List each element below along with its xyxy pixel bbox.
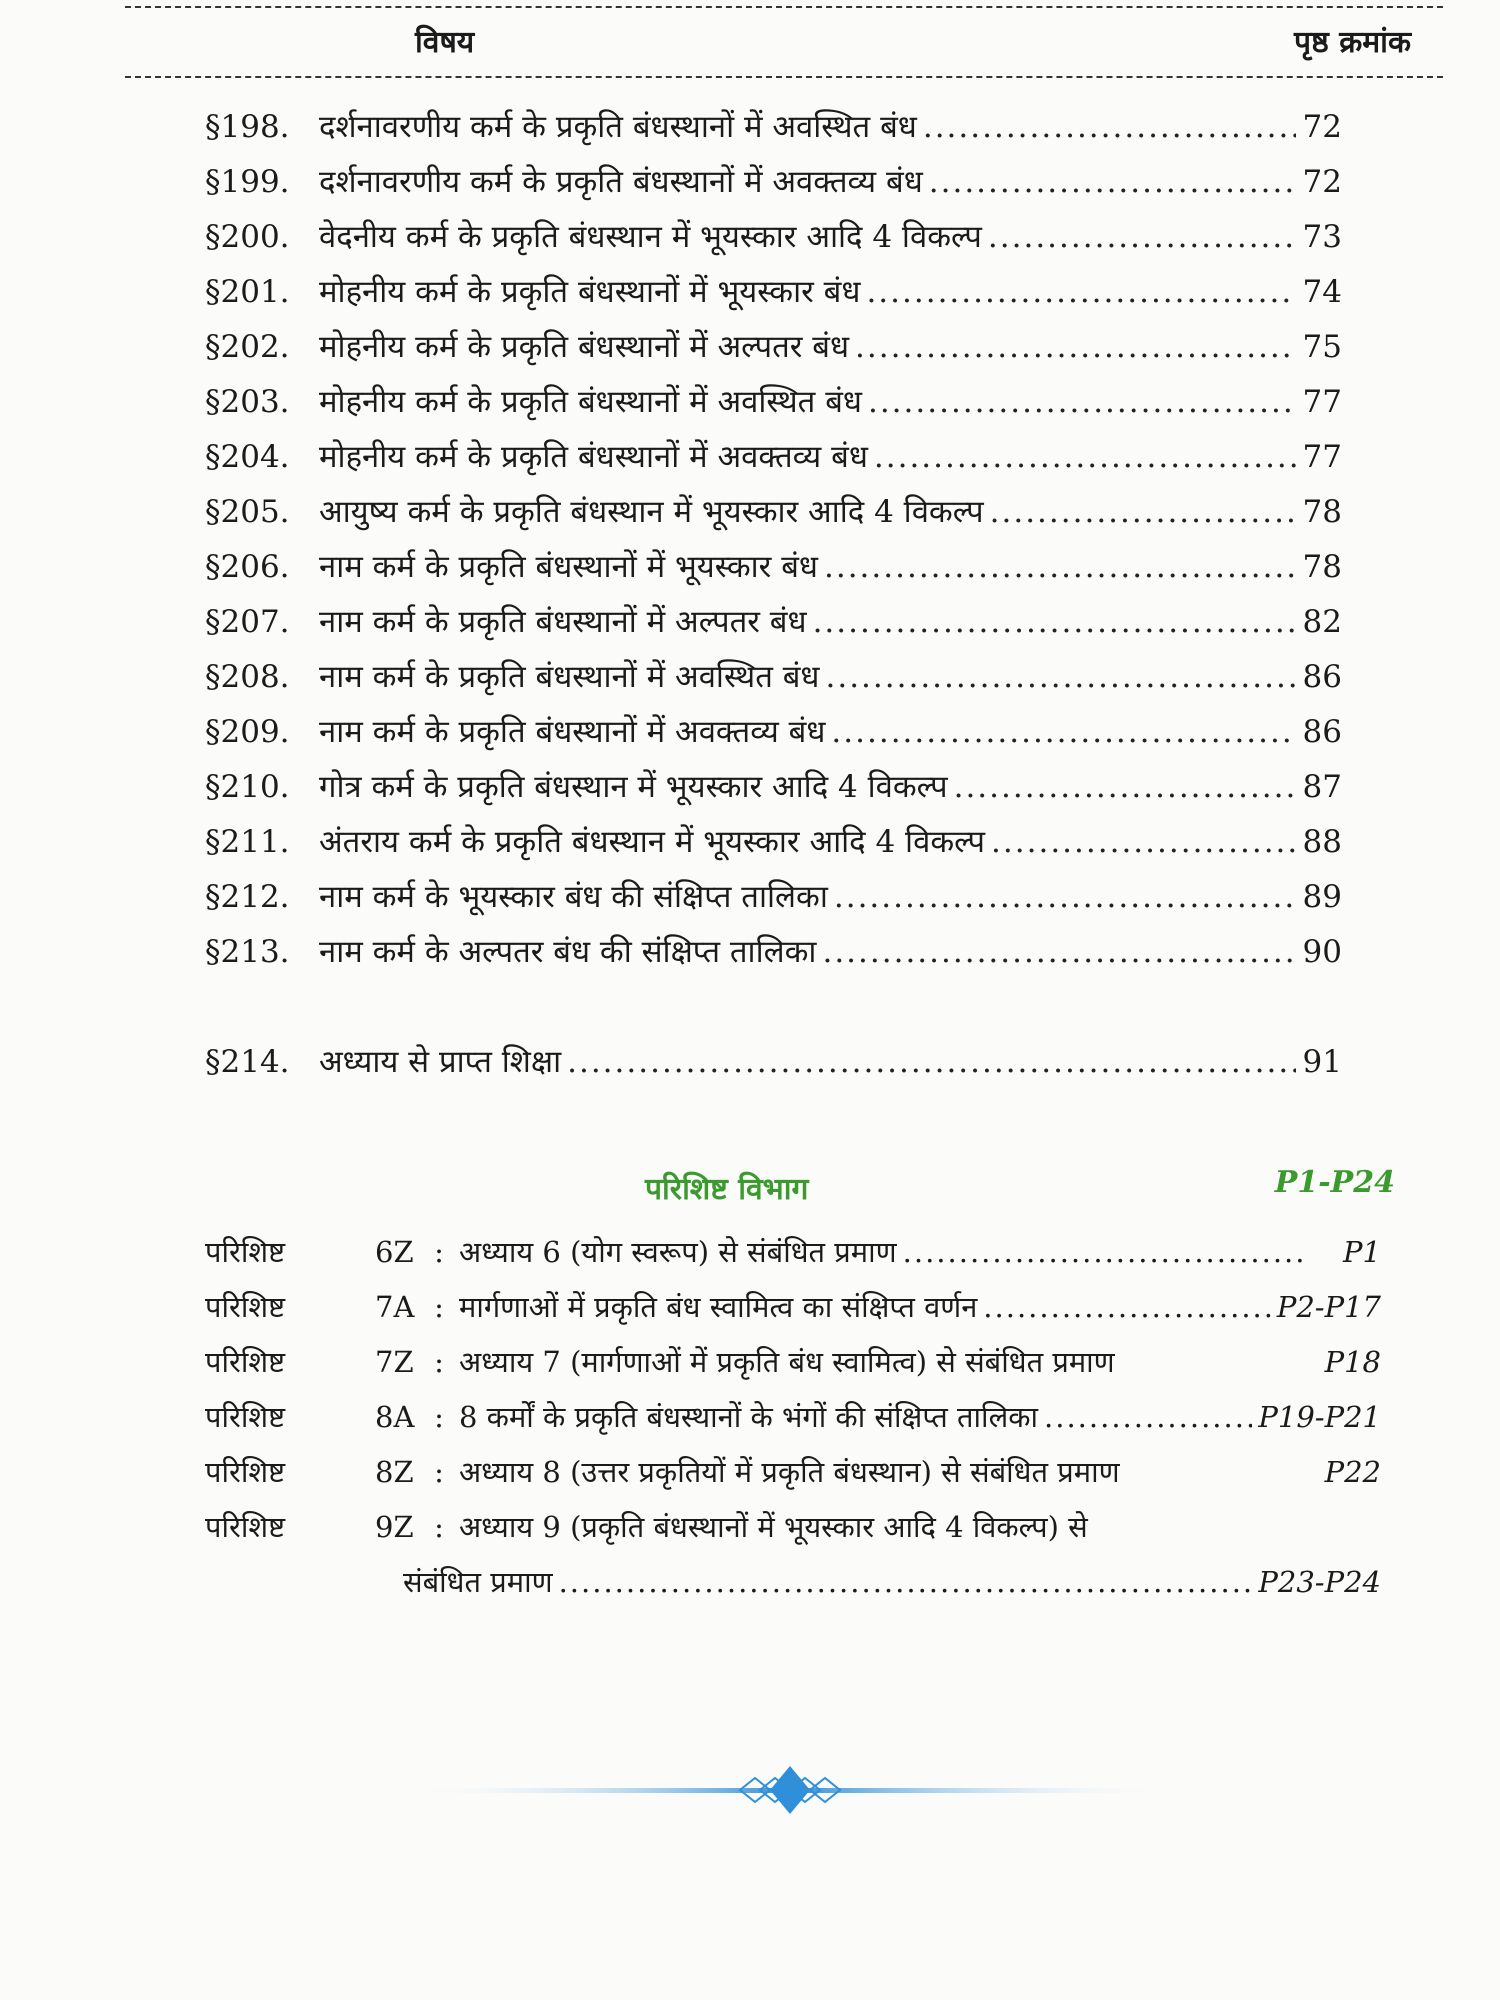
section-number: §205.	[205, 494, 290, 530]
toc-list	[205, 105, 1342, 985]
appendix-page: P1	[1343, 1235, 1381, 1269]
leader-dots	[813, 604, 1296, 640]
toc-entry	[205, 1040, 1342, 1095]
toc-entry	[205, 765, 1342, 820]
appendix-label: परिशिष्ट	[205, 1400, 286, 1434]
leader-dots	[559, 1565, 1253, 1599]
appendix-entry	[205, 1452, 1395, 1507]
appendix-colon: :	[434, 1455, 444, 1489]
appendix-entry	[205, 1397, 1395, 1452]
subject-heading: विषय	[415, 25, 475, 60]
appendix-range: P1-P24	[1274, 1165, 1395, 1200]
section-title: नाम कर्म के प्रकृति बंधस्थानों में अल्पतर बंध	[319, 604, 807, 640]
leader-dots	[824, 549, 1296, 585]
section-number: §202.	[205, 329, 290, 365]
leader-dots	[990, 494, 1296, 530]
section-title: नाम कर्म के प्रकृति बंधस्थानों में अवक्तव्य बंध	[319, 714, 826, 750]
appendix-text: अध्याय 9 (प्रकृति बंधस्थानों में भूयस्कार आदि 4 विकल्प) से	[459, 1510, 1088, 1544]
appendix-text: अध्याय 8 (उत्तर प्रकृतियों में प्रकृति बंधस्थान) से संबंधित प्रमाण	[459, 1455, 1120, 1489]
section-number: §207.	[205, 604, 290, 640]
appendix-entry	[205, 1342, 1395, 1397]
toc-entry	[205, 215, 1342, 270]
appendix-code: 8Z	[375, 1455, 414, 1489]
section-title: दर्शनावरणीय कर्म के प्रकृति बंधस्थानों में अवस्थित बंध	[319, 109, 917, 145]
appendix-entry	[205, 1287, 1395, 1342]
page-number: 77	[1302, 439, 1342, 475]
appendix-colon: :	[434, 1510, 444, 1544]
appendix-code: 7Z	[375, 1345, 414, 1379]
leader-dots	[903, 1235, 1305, 1269]
section-title: नाम कर्म के भूयस्कार बंध की संक्षिप्त तालिका	[319, 879, 828, 915]
appendix-code: 7A	[375, 1290, 415, 1324]
section-title: अंतराय कर्म के प्रकृति बंधस्थान में भूयस्कार आदि 4 विकल्प	[319, 824, 986, 860]
toc-entry	[205, 380, 1342, 435]
toc-header	[125, 16, 1443, 66]
section-title: नाम कर्म के अल्पतर बंध की संक्षिप्त तालिका	[319, 934, 817, 970]
leader-dots	[954, 769, 1296, 805]
appendix-code: 8A	[375, 1400, 415, 1434]
section-title: दर्शनावरणीय कर्म के प्रकृति बंधस्थानों में अवक्तव्य बंध	[319, 164, 923, 200]
leader-dots	[822, 934, 1296, 970]
appendix-label: परिशिष्ट	[205, 1510, 286, 1544]
page-number: 87	[1302, 769, 1342, 805]
appendix-code: 9Z	[375, 1510, 414, 1544]
appendix-label: परिशिष्ट	[205, 1345, 286, 1379]
appendix-text: मार्गणाओं में प्रकृति बंध स्वामित्व का संक्षिप्त वर्णन	[459, 1290, 978, 1324]
appendix-continuation	[205, 1562, 1395, 1617]
section-number: §211.	[205, 824, 290, 860]
appendix-list	[205, 1232, 1395, 1617]
page-number: 86	[1302, 659, 1342, 695]
leader-dots	[855, 329, 1296, 365]
appendix-text: अध्याय 7 (मार्गणाओं में प्रकृति बंध स्वामित्व) से संबंधित प्रमाण	[459, 1345, 1115, 1379]
leader-dots	[567, 1044, 1296, 1080]
toc-final-section	[205, 1040, 1342, 1095]
appendix-colon: :	[434, 1290, 444, 1324]
section-number: §201.	[205, 274, 290, 310]
page-number: 77	[1302, 384, 1342, 420]
section-number: §198.	[205, 109, 290, 145]
header-dashed-rule	[125, 76, 1443, 78]
page-number: 78	[1302, 549, 1342, 585]
appendix-page: P22	[1324, 1455, 1381, 1489]
toc-entry	[205, 435, 1342, 490]
page-number: 73	[1302, 219, 1342, 255]
leader-dots	[983, 1290, 1271, 1324]
appendix-code: 6Z	[375, 1235, 414, 1269]
leader-dots	[834, 879, 1296, 915]
toc-entry	[205, 820, 1342, 875]
appendix-label: परिशिष्ट	[205, 1455, 286, 1489]
appendix-page: P19-P21	[1258, 1400, 1381, 1434]
toc-entry	[205, 875, 1342, 930]
page-number: 82	[1302, 604, 1342, 640]
ornament-divider	[410, 1760, 1170, 1820]
leader-dots	[826, 659, 1297, 695]
toc-entry	[205, 270, 1342, 325]
section-number: §208.	[205, 659, 290, 695]
section-title: आयुष्य कर्म के प्रकृति बंधस्थान में भूयस्कार आदि 4 विकल्प	[319, 494, 984, 530]
section-title: वेदनीय कर्म के प्रकृति बंधस्थान में भूयस्कार आदि 4 विकल्प	[319, 219, 982, 255]
appendix-entry	[205, 1232, 1395, 1287]
page-number: 86	[1302, 714, 1342, 750]
section-title: मोहनीय कर्म के प्रकृति बंधस्थानों में भूयस्कार बंध	[319, 274, 861, 310]
section-number: §199.	[205, 164, 290, 200]
leader-dots	[929, 164, 1296, 200]
appendix-entry	[205, 1507, 1395, 1562]
appendix-page: P2-P17	[1276, 1290, 1381, 1324]
page-number: 72	[1302, 164, 1342, 200]
section-number: §210.	[205, 769, 290, 805]
page-number: 91	[1302, 1044, 1342, 1080]
leader-dots	[868, 384, 1296, 420]
section-number: §206.	[205, 549, 290, 585]
appendix-page: P23-P24	[1258, 1565, 1381, 1599]
page-number: 88	[1302, 824, 1342, 860]
toc-entry	[205, 655, 1342, 710]
appendix-colon: :	[434, 1400, 444, 1434]
leader-dots	[874, 439, 1296, 475]
leader-dots	[866, 274, 1296, 310]
section-number: §214.	[205, 1044, 290, 1080]
section-number: §203.	[205, 384, 290, 420]
leader-dots	[923, 109, 1296, 145]
appendix-title: परिशिष्ट विभाग	[645, 1172, 809, 1207]
section-title: नाम कर्म के प्रकृति बंधस्थानों में भूयस्कार बंध	[319, 549, 818, 585]
appendix-text: संबंधित प्रमाण	[403, 1565, 553, 1599]
section-number: §200.	[205, 219, 290, 255]
section-number: §212.	[205, 879, 290, 915]
page-number-heading: पृष्ठ क्रमांक	[1294, 25, 1411, 60]
section-title: मोहनीय कर्म के प्रकृति बंधस्थानों में अवस्थित बंध	[319, 384, 862, 420]
appendix-text: अध्याय 6 (योग स्वरूप) से संबंधित प्रमाण	[459, 1235, 897, 1269]
top-dashed-rule	[125, 6, 1443, 8]
appendix-header	[205, 1165, 1395, 1210]
toc-entry	[205, 105, 1342, 160]
section-title: मोहनीय कर्म के प्रकृति बंधस्थानों में अल्पतर बंध	[319, 329, 850, 365]
toc-entry	[205, 545, 1342, 600]
page-number: 78	[1302, 494, 1342, 530]
section-number: §209.	[205, 714, 290, 750]
section-number: §213.	[205, 934, 290, 970]
section-title: गोत्र कर्म के प्रकृति बंधस्थान में भूयस्कार आदि 4 विकल्प	[319, 769, 948, 805]
appendix-text: 8 कर्मों के प्रकृति बंधस्थानों के भंगों की संक्षिप्त तालिका	[459, 1400, 1039, 1434]
leader-dots	[1044, 1400, 1252, 1434]
toc-entry	[205, 490, 1342, 545]
page-number: 90	[1302, 934, 1342, 970]
page-number: 74	[1302, 274, 1342, 310]
leader-dots	[991, 824, 1296, 860]
appendix-colon: :	[434, 1345, 444, 1379]
toc-entry	[205, 160, 1342, 215]
appendix-label: परिशिष्ट	[205, 1235, 286, 1269]
appendix-page: P18	[1324, 1345, 1381, 1379]
appendix-label: परिशिष्ट	[205, 1290, 286, 1324]
section-title: नाम कर्म के प्रकृति बंधस्थानों में अवस्थित बंध	[319, 659, 820, 695]
leader-dots	[831, 714, 1296, 750]
leader-dots	[988, 219, 1296, 255]
toc-entry	[205, 710, 1342, 765]
page-number: 89	[1302, 879, 1342, 915]
section-title: मोहनीय कर्म के प्रकृति बंधस्थानों में अवक्तव्य बंध	[319, 439, 868, 475]
page-number: 75	[1302, 329, 1342, 365]
appendix-colon: :	[434, 1235, 444, 1269]
page-number: 72	[1302, 109, 1342, 145]
section-number: §204.	[205, 439, 290, 475]
toc-entry	[205, 930, 1342, 985]
toc-entry	[205, 600, 1342, 655]
section-title: अध्याय से प्राप्त शिक्षा	[319, 1044, 562, 1080]
toc-entry	[205, 325, 1342, 380]
